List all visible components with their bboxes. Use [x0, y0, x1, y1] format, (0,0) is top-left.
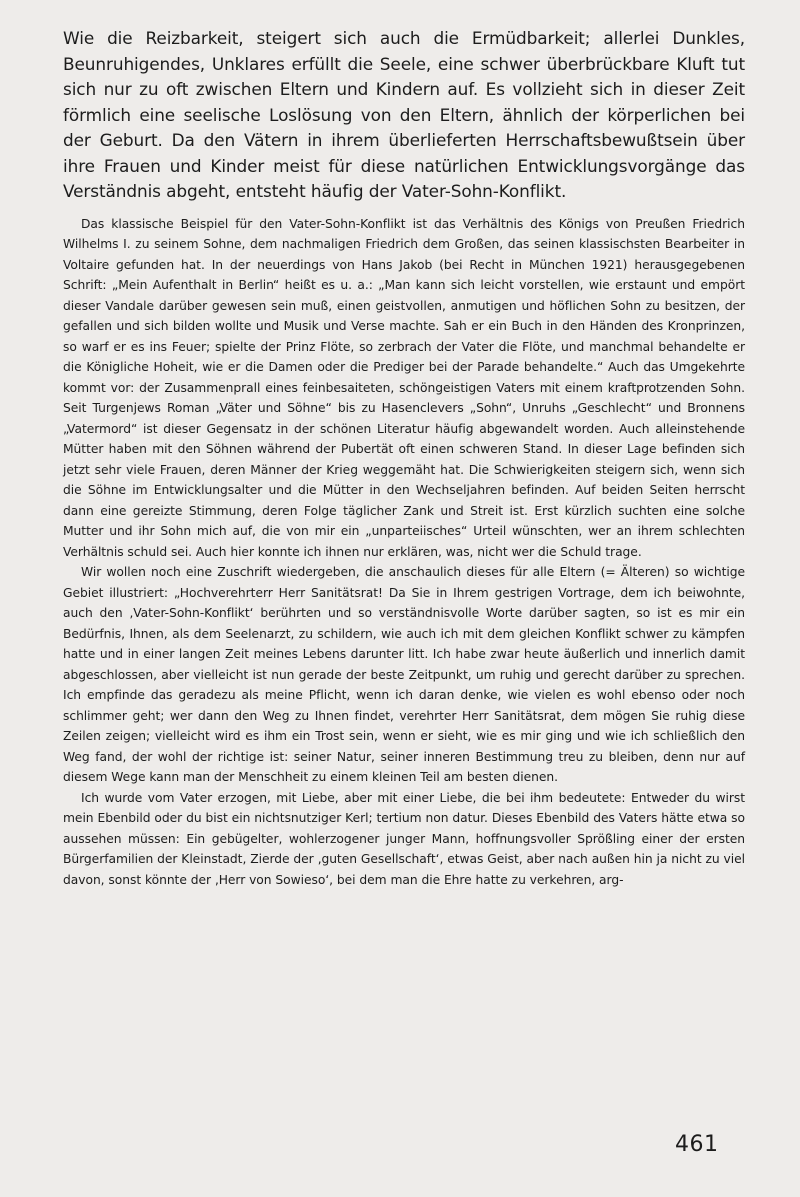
- page-number: 461: [675, 1132, 719, 1157]
- body-paragraph-2: Wir wollen noch eine Zuschrift wiedergeben, die anschaulich dieses für alle Eltern (= Älteren) so wichtige Gebiet illustriert: „Hochverehrterr Herr Sanitätsrat! Da Sie in Ihrem gestrigen Vortrage, dem ich beiwohnte, auch den ‚Vater-Sohn-Konflikt‘ berührten und so verständnisvolle Worte darüber sagten, so ist es mir ein Bedürfnis, Ihnen, als dem Seelenarzt, zu schildern, wie auch ich mit dem gleichen Konflikt schwer zu kämpfen hatte und in einer langen Zeit meines Lebens darunter litt. Ich habe zwar heute äußerlich und innerlich damit abgeschlossen, aber vielleicht ist nun gerade der beste Zeitpunkt, um ruhig und gerecht darüber zu sprechen. Ich empfinde das geradezu als meine Pflicht, wenn ich daran denke, wie vielen es wohl ebenso oder noch schlimmer geht; wer dann den Weg zu Ihnen findet, verehrter Herr Sanitätsrat, dem mögen Sie ruhig diese Zeilen zeigen; vielleicht wird es ihm ein Trost sein, wenn er sieht, wie es mir ging und wie ich schließlich den Weg fand, der wohl der richtige ist: seiner Natur, seiner inneren Bestimmung treu zu bleiben, denn nur auf diesem Wege kann man der Menschheit zu einem kleinen Teil am besten dienen.: [63, 565, 745, 784]
- body-paragraph-1: Das klassische Beispiel für den Vater-Sohn-Konflikt ist das Verhältnis des Königs von Preußen Friedrich Wilhelms I. zu seinem Sohne, dem nachmaligen Friedrich dem Großen, das seinen klassischsten Bearbeiter in Voltaire gefunden hat. In der neuerdings von Hans Jakob (bei Recht in München 1921) herausgegebenen Schrift: „Mein Aufenthalt in Berlin“ heißt es u. a.: „Man kann sich leicht vorstellen, wie erstaunt und empört dieser Vandale darüber gewesen sein muß, einen geistvollen, anmutigen und höflichen Sohn zu besitzen, der gefallen und sich bilden wollte und Musik und Verse machte. Sah er ein Buch in den Händen des Kronprinzen, so warf er es ins Feuer; spielte der Prinz Flöte, so zerbrach der Vater die Flöte, und manchmal behandelte er die Königliche Hoheit, wie er die Damen oder die Prediger bei der Parade behandelte.“ Auch das Umgekehrte kommt vor: der Zusammenprall eines feinbesaiteten, schöngeistigen Vaters mit einem kraftprotzenden Sohn. Seit Turgenjews Roman „Väter und Söhne“ bis zu Hasenclevers „Sohn“, Unruhs „Geschlecht“ und Bronnens „Vatermord“ ist dieser Gegensatz in der schönen Literatur häufig abgewandelt worden. Auch alleinstehende Mütter haben mit den Söhnen während der Pubertät oft einen schweren Stand. In dieser Lage befinden sich jetzt sehr viele Frauen, deren Männer der Krieg weggemäht hat. Die Schwierigkeiten steigern sich, wenn sich die Söhne im Entwicklungsalter und die Mütter in den Wechseljahren befinden. Auf beiden Seiten herrscht dann eine gereizte Stimmung, deren Folge täglicher Zank und Streit ist. Erst kürzlich suchten eine solche Mutter und ihr Sohn mich auf, die von mir ein „unparteiisches“ Urteil wünschten, wer an ihrem schlechten Verhältnis schuld sei. Auch hier konnte ich ihnen nur erklären, was, nicht wer die Schuld trage.: [63, 216, 745, 559]
- lead-paragraph: Wie die Reizbarkeit, steigert sich auch die Ermüdbarkeit; allerlei Dunkles, Beunruhigendes, Unklares erfüllt die Seele, eine schwer überbrückbare Kluft tut sich nur zu oft zwischen Eltern und Kindern auf. Es vollzieht sich in dieser Zeit förmlich eine seelische Loslösung von den Eltern, ähnlich der körperlichen bei der Geburt. Da den Vätern in ihrem überlieferten Herrschaftsbewußtsein über ihre Frauen und Kinder meist für diese natürlichen Entwicklungsvorgänge das Verständnis abgeht, entsteht häufig der Vater-Sohn-Konflikt.: [63, 28, 745, 201]
- page-body: [63, 26, 745, 890]
- body-paragraph-3: Ich wurde vom Vater erzogen, mit Liebe, aber mit einer Liebe, die bei ihm bedeutete: Entweder du wirst mein Ebenbild oder du bist ein nichtsnutziger Kerl; tertium non datur. Dieses Ebenbild des Vaters hätte etwa so aussehen müssen: Ein gebügelter, wohlerzogener junger Mann, hoffnungsvoller Sprößling einer der ersten Bürgerfamilien der Kleinstadt, Zierde der ‚guten Gesellschaft‘, etwas Geist, aber nach außen hin ja nicht zu viel davon, sonst könnte der ‚Herr von Sowieso‘, bei dem man die Ehre hatte zu verkehren, arg-: [63, 790, 745, 887]
